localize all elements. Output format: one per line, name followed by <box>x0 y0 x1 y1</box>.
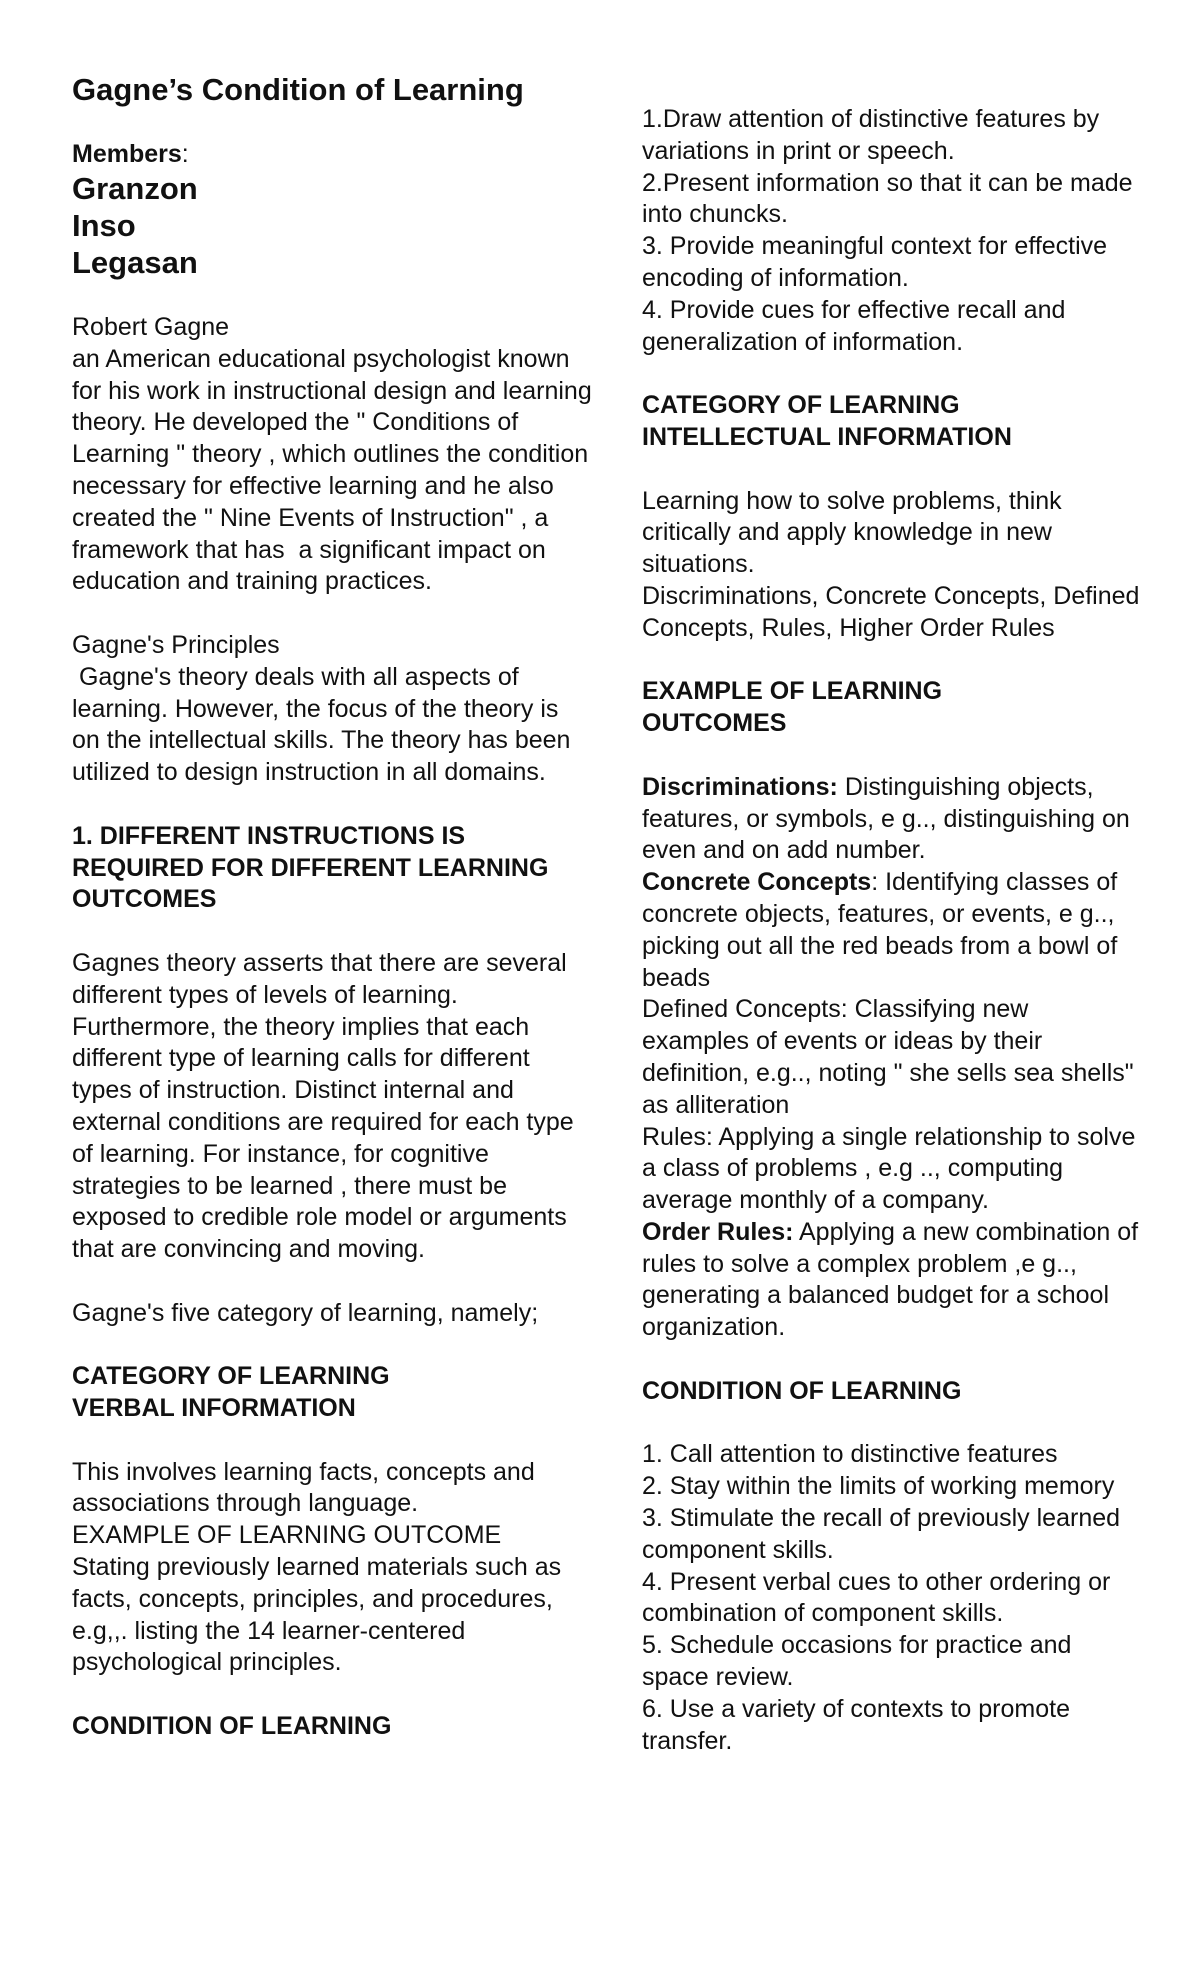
verbal-condition-item: 2.Present information so that it can be made into chuncks. <box>642 168 1140 229</box>
outcome-term: Order Rules: <box>642 1217 794 1246</box>
five-category-text: Gagne's five category of learning, namely; <box>72 1298 539 1327</box>
outcome-text: Distinguishing objects, features, or symbols, e g.., distinguishing on even and on add number. <box>642 772 1137 865</box>
intellectual-condition-item: 1. Call attention to distinctive features <box>642 1440 1058 1469</box>
principles-heading: Gagne's Principles <box>72 630 280 659</box>
verbal-example-heading: EXAMPLE OF LEARNING OUTCOME <box>72 1521 502 1550</box>
intellectual-condition-item: 4. Present verbal cues to other ordering or combination of component skills. <box>642 1567 1118 1628</box>
outcome-item <box>642 1217 1146 1344</box>
verbal-condition-item: 3. Provide meaningful context for effective encoding of information. <box>642 232 1115 292</box>
intro-text: an American educational psychologist known for his work in instructional design and learning theory. He developed the " Conditions of Learning " theory , which outlines the condition necessary for effective learning and he also created the " Nine Events of Instruction" , a framework that has a significant impact on education and training practices. <box>72 344 599 596</box>
principles-text: Gagne's theory deals with all aspects of learning. However, the focus of the theory is on the intellectual skills. The theory has been utilized to design instruction in all domains. <box>72 662 578 787</box>
verbal-heading-line1: CATEGORY OF LEARNING <box>72 1362 390 1391</box>
left-column <box>72 312 599 1743</box>
page-title: Gagne’s Condition of Learning <box>72 72 524 107</box>
outcome-term: Rules <box>642 1122 706 1151</box>
verbal-example-text: Stating previously learned materials such as facts, concepts, principles, and procedures, e.g,,. listing the 14 learner-centered psychological principles. <box>72 1553 569 1677</box>
outcomes-heading-line2: OUTCOMES <box>642 709 787 738</box>
outcomes-heading-line1: EXAMPLE OF LEARNING <box>642 677 943 706</box>
verbal-text: This involves learning facts, concepts and associations through language. <box>72 1457 542 1518</box>
section1-heading: 1. DIFFERENT INSTRUCTIONS IS REQUIRED FOR DIFFERENT LEARNING OUTCOMES <box>72 821 549 914</box>
members-label <box>72 138 189 170</box>
right-column <box>642 104 1147 1757</box>
intellectual-condition-item: 3. Stimulate the recall of previously learned component skills. <box>642 1504 1127 1564</box>
intellectual-condition-item: 5. Schedule occasions for practice and space review. <box>642 1631 1079 1692</box>
outcome-item <box>642 1122 1142 1217</box>
verbal-condition-heading: CONDITION OF LEARNING <box>72 1712 392 1741</box>
intellectual-text: Learning how to solve problems, think critically and apply knowledge in new situations. <box>642 486 1069 579</box>
outcome-text: : Identifying classes of concrete objects, features, or events, e g.., picking out all the red beads from a bowl of beads <box>642 868 1125 992</box>
outcome-item <box>642 772 1142 867</box>
intellectual-heading-line1: CATEGORY OF LEARNING <box>642 391 960 420</box>
outcome-term: Concrete Concepts <box>642 868 872 897</box>
outcome-text: Applying a new combination of rules to solve a complex problem ,e g.., generating a balanced budget for a school organization. <box>642 1217 1146 1342</box>
intro-heading: Robert Gagne <box>72 313 230 341</box>
intellectual-condition-item: 6. Use a variety of contexts to promote transfer. <box>642 1694 1077 1755</box>
intellectual-heading-line2: INTELLECTUAL INFORMATION <box>642 422 1012 451</box>
verbal-condition-item: 4. Provide cues for effective recall and generalization of information. <box>642 295 1073 356</box>
intellectual-list: Discriminations, Concrete Concepts, Defined Concepts, Rules, Higher Order Rules <box>642 581 1147 642</box>
outcome-term: Defined Concepts <box>642 995 841 1024</box>
members-label-text: Members <box>72 140 182 168</box>
outcome-text: : Applying a single relationship to solve a class of problems , e.g .., computing average monthly of a company. <box>642 1122 1143 1215</box>
verbal-condition-item: 1.Draw attention of distinctive features by variations in print or speech. <box>642 105 1107 165</box>
member-name: Granzon <box>72 171 198 206</box>
members-colon: : <box>181 140 189 168</box>
member-name: Legasan <box>72 245 198 280</box>
outcome-item <box>642 867 1142 994</box>
outcome-term: Discriminations: <box>642 772 838 801</box>
outcome-item <box>642 994 1142 1121</box>
verbal-heading-line2: VERBAL INFORMATION <box>72 1394 356 1423</box>
intellectual-condition-heading: CONDITION OF LEARNING <box>642 1376 962 1405</box>
intellectual-condition-item: 2. Stay within the limits of working memory <box>642 1472 1115 1501</box>
section1-text: Gagnes theory asserts that there are several different types of levels of learning. Furthermore, the theory implies that each different type of learning calls for different types of instruction. Distinct internal and external conditions are required for each type of learning. For instance, for cognitive strategies to be learned , there must be exposed to credible role model or arguments that are convincing and moving. <box>72 948 581 1264</box>
member-name: Inso <box>72 208 136 243</box>
outcome-text: : Classifying new examples of events or ideas by their definition, e.g.., noting " she sells sea shells" as alliteration <box>642 995 1141 1119</box>
